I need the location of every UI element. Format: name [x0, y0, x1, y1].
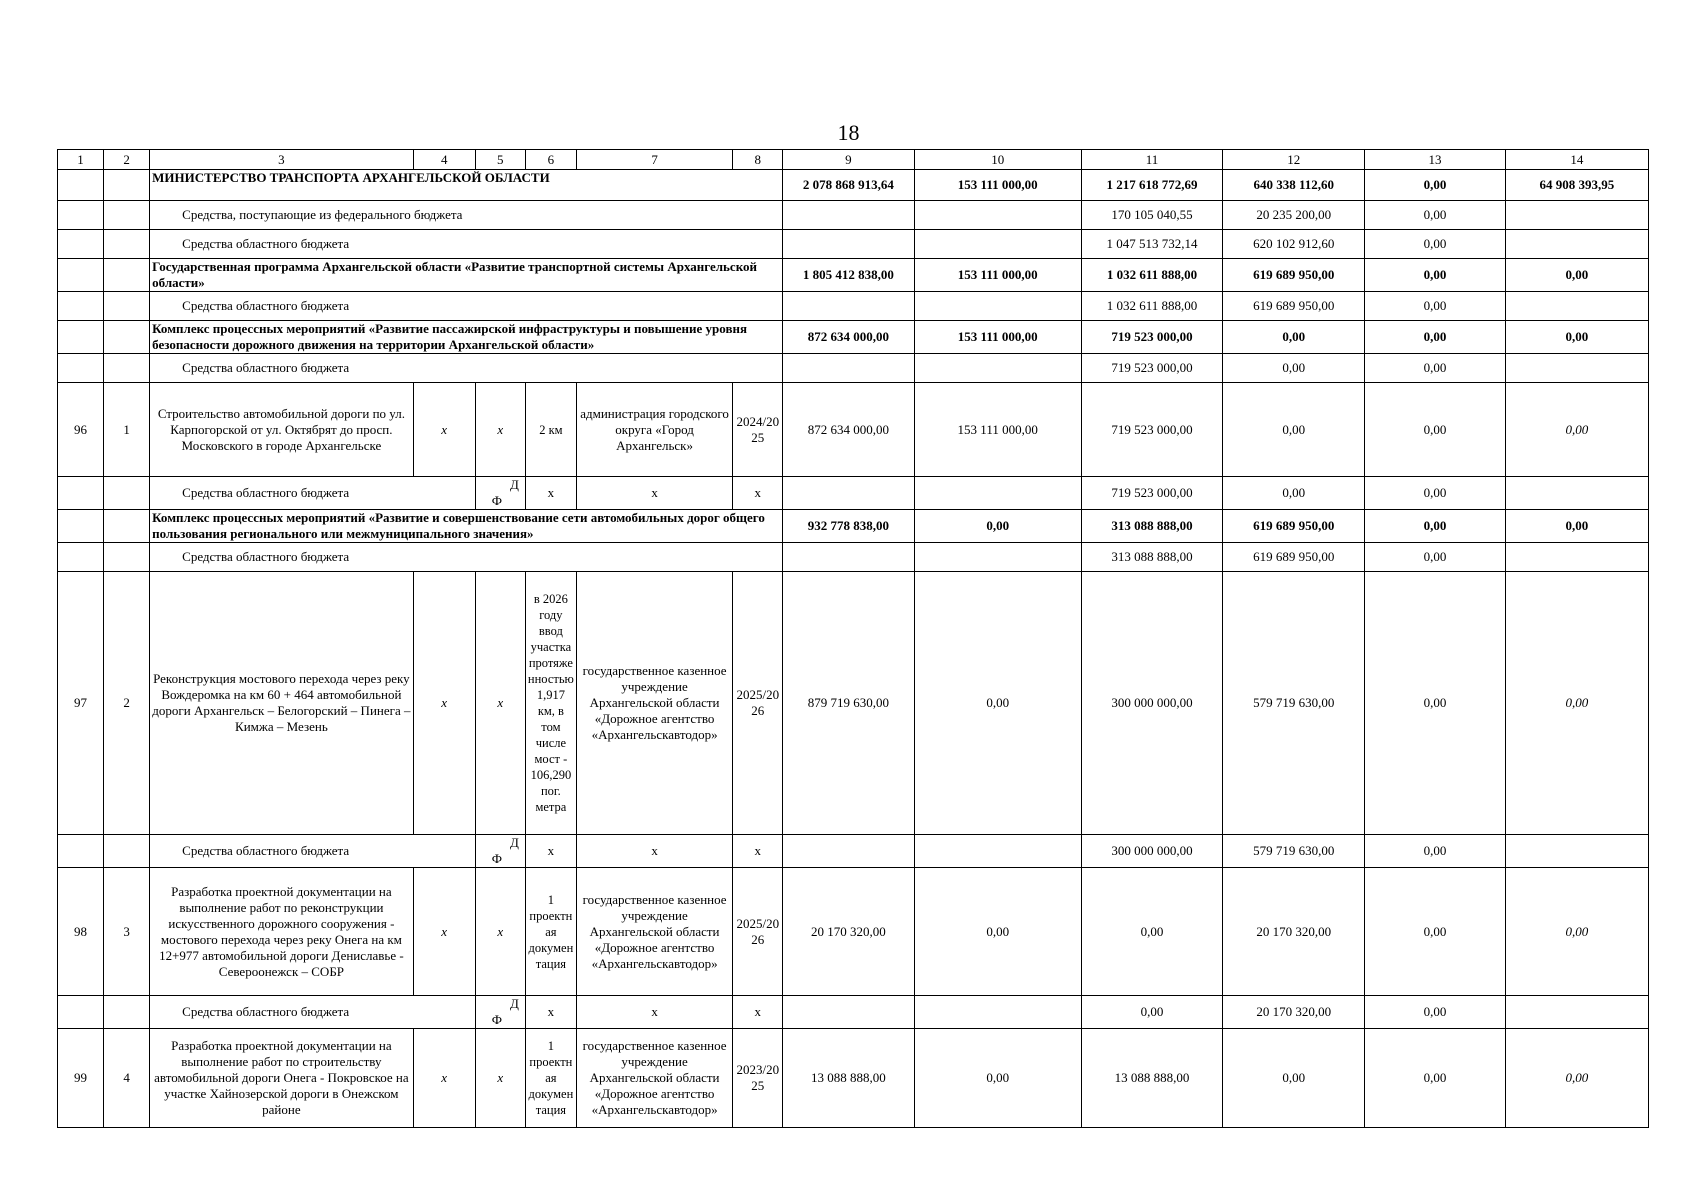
column-header: 13	[1365, 150, 1505, 170]
object-row	[58, 868, 1649, 996]
cell-col14: 0,00	[1505, 572, 1648, 835]
cell-col14: 0,00	[1505, 510, 1648, 543]
cell-col13: 0,00	[1365, 572, 1505, 835]
cell-col8: x	[733, 477, 783, 510]
cell-col13: 0,00	[1365, 996, 1505, 1029]
funding-source-row	[58, 543, 1649, 572]
df-letter-f: Ф	[491, 493, 503, 508]
column-number-row	[58, 150, 1649, 170]
df-cell	[475, 835, 525, 868]
cell-col12: 20 235 200,00	[1223, 201, 1365, 230]
column-header: 3	[150, 150, 413, 170]
cell-col9: 2 078 868 913,64	[783, 170, 914, 201]
cell-col5: x	[475, 868, 525, 996]
cell-col11: 1 217 618 772,69	[1081, 170, 1222, 201]
cell-col10: 0,00	[914, 510, 1081, 543]
cell-col13: 0,00	[1365, 292, 1505, 321]
funding-source-label: Средства областного бюджета	[150, 230, 783, 259]
cell-col11: 719 523 000,00	[1081, 477, 1222, 510]
cell-col10: 153 111 000,00	[914, 383, 1081, 477]
cell-col7: государственное казенное учреждение Архангельской области «Дорожное агентство «Архангельскавтодор»	[576, 868, 732, 996]
cell-col8: x	[733, 835, 783, 868]
cell-col9: 20 170 320,00	[783, 868, 914, 996]
cell-col12: 619 689 950,00	[1223, 292, 1365, 321]
cell-col13: 0,00	[1365, 354, 1505, 383]
cell-col13: 0,00	[1365, 170, 1505, 201]
object-row	[58, 572, 1649, 835]
cell-col12: 0,00	[1223, 477, 1365, 510]
object-name: Реконструкция мостового перехода через реку Вождеромка на км 60 + 464 автомобильной дороги Архангельск – Белогорский – Пинега – Кимжа – Мезень	[150, 572, 413, 835]
cell-col13: 0,00	[1365, 259, 1505, 292]
object-funding-row	[58, 996, 1649, 1029]
funding-source-row	[58, 292, 1649, 321]
cell-col9: 872 634 000,00	[783, 383, 914, 477]
cell-col4: x	[413, 572, 475, 835]
cell-col12: 20 170 320,00	[1223, 868, 1365, 996]
cell-col7: x	[576, 835, 732, 868]
cell-col11: 170 105 040,55	[1081, 201, 1222, 230]
cell-col2: 2	[104, 572, 150, 835]
column-header: 7	[576, 150, 732, 170]
object-row	[58, 383, 1649, 477]
cell-col12: 0,00	[1223, 1029, 1365, 1128]
cell-col7: x	[576, 477, 732, 510]
funding-source-row	[58, 201, 1649, 230]
object-funding-row	[58, 477, 1649, 510]
cell-col2: 4	[104, 1029, 150, 1128]
df-letter-d: Д	[509, 835, 519, 850]
funding-source-label: Средства областного бюджета	[150, 543, 783, 572]
cell-col14: 0,00	[1505, 383, 1648, 477]
page-number: 18	[837, 120, 860, 145]
cell-col8: x	[733, 996, 783, 1029]
cell-col11: 300 000 000,00	[1081, 835, 1222, 868]
cell-col2: 3	[104, 868, 150, 996]
cell-col11: 0,00	[1081, 996, 1222, 1029]
cell-col10: 153 111 000,00	[914, 170, 1081, 201]
funding-source-row	[58, 354, 1649, 383]
column-header: 9	[783, 150, 914, 170]
cell-col12: 579 719 630,00	[1223, 835, 1365, 868]
df-cell	[475, 477, 525, 510]
cell-col10: 153 111 000,00	[914, 259, 1081, 292]
column-header: 11	[1081, 150, 1222, 170]
cell-col9: 932 778 838,00	[783, 510, 914, 543]
cell-col9: 1 805 412 838,00	[783, 259, 914, 292]
cell-col8: 2024/2025	[733, 383, 783, 477]
cell-col14: 0,00	[1505, 868, 1648, 996]
cell-col4: x	[413, 383, 475, 477]
complex-name: Комплекс процессных мероприятий «Развитие пассажирской инфраструктуры и повышение уровня безопасности дорожного движения на территории Архангельской области»	[150, 321, 783, 354]
budget-table	[57, 149, 1649, 1128]
column-header: 2	[104, 150, 150, 170]
cell-col11: 1 047 513 732,14	[1081, 230, 1222, 259]
column-header: 6	[525, 150, 576, 170]
cell-col12: 0,00	[1223, 383, 1365, 477]
df-letter-f: Ф	[491, 851, 503, 866]
cell-col7: государственное казенное учреждение Архангельской области «Дорожное агентство «Архангельскавтодор»	[576, 1029, 732, 1128]
cell-col1: 96	[58, 383, 104, 477]
object-name: Разработка проектной документации на выполнение работ по реконструкции искусственного дорожного сооружения - мостового перехода через реку Онега на км 12+977 автомобильной дороги Дениславье - Североонежск – СОБР	[150, 868, 413, 996]
cell-col8: 2023/2025	[733, 1029, 783, 1128]
complex-total-row	[58, 510, 1649, 543]
object-name: Строительство автомобильной дороги по ул. Карпогорской от ул. Октябрят до просп. Московского в городе Архангельске	[150, 383, 413, 477]
cell-col10: 0,00	[914, 1029, 1081, 1128]
cell-col9: 13 088 888,00	[783, 1029, 914, 1128]
cell-col8: 2025/2026	[733, 572, 783, 835]
cell-col1: 99	[58, 1029, 104, 1128]
cell-col13: 0,00	[1365, 510, 1505, 543]
funding-source-row	[58, 230, 1649, 259]
cell-col13: 0,00	[1365, 383, 1505, 477]
df-letter-d: Д	[509, 996, 519, 1011]
object-row	[58, 1029, 1649, 1128]
cell-col13: 0,00	[1365, 543, 1505, 572]
cell-col10: 0,00	[914, 572, 1081, 835]
column-header: 14	[1505, 150, 1648, 170]
cell-col6: 1 проектная документация	[525, 1029, 576, 1128]
cell-col13: 0,00	[1365, 201, 1505, 230]
cell-col12: 579 719 630,00	[1223, 572, 1365, 835]
column-header: 1	[58, 150, 104, 170]
funding-source-label: Средства областного бюджета	[150, 835, 476, 868]
cell-col14: 64 908 393,95	[1505, 170, 1648, 201]
cell-col11: 0,00	[1081, 868, 1222, 996]
cell-col6: 1 проектная документация	[525, 868, 576, 996]
cell-col6: x	[525, 996, 576, 1029]
funding-source-label: Средства областного бюджета	[150, 996, 476, 1029]
complex-name: Комплекс процессных мероприятий «Развитие и совершенствование сети автомобильных дорог общего пользования регионального или межмуниципального значения»	[150, 510, 783, 543]
cell-col12: 620 102 912,60	[1223, 230, 1365, 259]
cell-col13: 0,00	[1365, 1029, 1505, 1128]
cell-col12: 619 689 950,00	[1223, 510, 1365, 543]
cell-col13: 0,00	[1365, 230, 1505, 259]
ministry-name: МИНИСТЕРСТВО ТРАНСПОРТА АРХАНГЕЛЬСКОЙ ОБЛАСТИ	[150, 170, 783, 201]
cell-col7: x	[576, 996, 732, 1029]
df-letter-d: Д	[509, 477, 519, 492]
column-header: 4	[413, 150, 475, 170]
cell-col11: 300 000 000,00	[1081, 572, 1222, 835]
funding-source-label: Средства областного бюджета	[150, 292, 783, 321]
cell-col13: 0,00	[1365, 868, 1505, 996]
column-header: 5	[475, 150, 525, 170]
cell-col1: 98	[58, 868, 104, 996]
cell-col9: 879 719 630,00	[783, 572, 914, 835]
object-funding-row	[58, 835, 1649, 868]
column-header: 12	[1223, 150, 1365, 170]
cell-col5: x	[475, 1029, 525, 1128]
cell-col12: 619 689 950,00	[1223, 259, 1365, 292]
cell-col11: 313 088 888,00	[1081, 510, 1222, 543]
cell-col7: государственное казенное учреждение Архангельской области «Дорожное агентство «Архангельскавтодор»	[576, 572, 732, 835]
program-name: Государственная программа Архангельской области «Развитие транспортной системы Архангельской области»	[150, 259, 783, 292]
cell-col13: 0,00	[1365, 321, 1505, 354]
complex-total-row	[58, 321, 1649, 354]
df-cell	[475, 996, 525, 1029]
cell-col6: 2 км	[525, 383, 576, 477]
column-header: 10	[914, 150, 1081, 170]
cell-col11: 313 088 888,00	[1081, 543, 1222, 572]
ministry-total-row	[58, 170, 1649, 201]
cell-col14: 0,00	[1505, 1029, 1648, 1128]
column-header: 8	[733, 150, 783, 170]
cell-col8: 2025/2026	[733, 868, 783, 996]
cell-col1: 97	[58, 572, 104, 835]
cell-col12: 0,00	[1223, 354, 1365, 383]
cell-col5: x	[475, 383, 525, 477]
object-name: Разработка проектной документации на выполнение работ по строительству автомобильной дороги Онега - Покровское на участке Хайнозерской дороги в Онежском районе	[150, 1029, 413, 1128]
cell-col12: 640 338 112,60	[1223, 170, 1365, 201]
program-total-row	[58, 259, 1649, 292]
funding-source-label: Средства, поступающие из федерального бюджета	[150, 201, 783, 230]
cell-col6: x	[525, 835, 576, 868]
funding-source-label: Средства областного бюджета	[150, 354, 783, 383]
cell-col6: x	[525, 477, 576, 510]
cell-col11: 1 032 611 888,00	[1081, 259, 1222, 292]
funding-source-label: Средства областного бюджета	[150, 477, 476, 510]
cell-col4: x	[413, 1029, 475, 1128]
cell-col12: 0,00	[1223, 321, 1365, 354]
cell-col12: 20 170 320,00	[1223, 996, 1365, 1029]
cell-col10: 153 111 000,00	[914, 321, 1081, 354]
cell-col9: 872 634 000,00	[783, 321, 914, 354]
cell-col5: x	[475, 572, 525, 835]
cell-col2: 1	[104, 383, 150, 477]
df-letter-f: Ф	[491, 1012, 503, 1027]
cell-col7: администрация городского округа «Город Архангельск»	[576, 383, 732, 477]
cell-col4: x	[413, 868, 475, 996]
cell-col12: 619 689 950,00	[1223, 543, 1365, 572]
cell-col13: 0,00	[1365, 835, 1505, 868]
cell-col6: в 2026 году ввод участка протяженностью 1,917 км, в том числе мост - 106,290 пог. метра	[525, 572, 576, 835]
cell-col11: 13 088 888,00	[1081, 1029, 1222, 1128]
cell-col11: 719 523 000,00	[1081, 383, 1222, 477]
cell-col11: 719 523 000,00	[1081, 354, 1222, 383]
cell-col14: 0,00	[1505, 259, 1648, 292]
cell-col13: 0,00	[1365, 477, 1505, 510]
cell-col11: 1 032 611 888,00	[1081, 292, 1222, 321]
cell-col14: 0,00	[1505, 321, 1648, 354]
cell-col11: 719 523 000,00	[1081, 321, 1222, 354]
cell-col10: 0,00	[914, 868, 1081, 996]
